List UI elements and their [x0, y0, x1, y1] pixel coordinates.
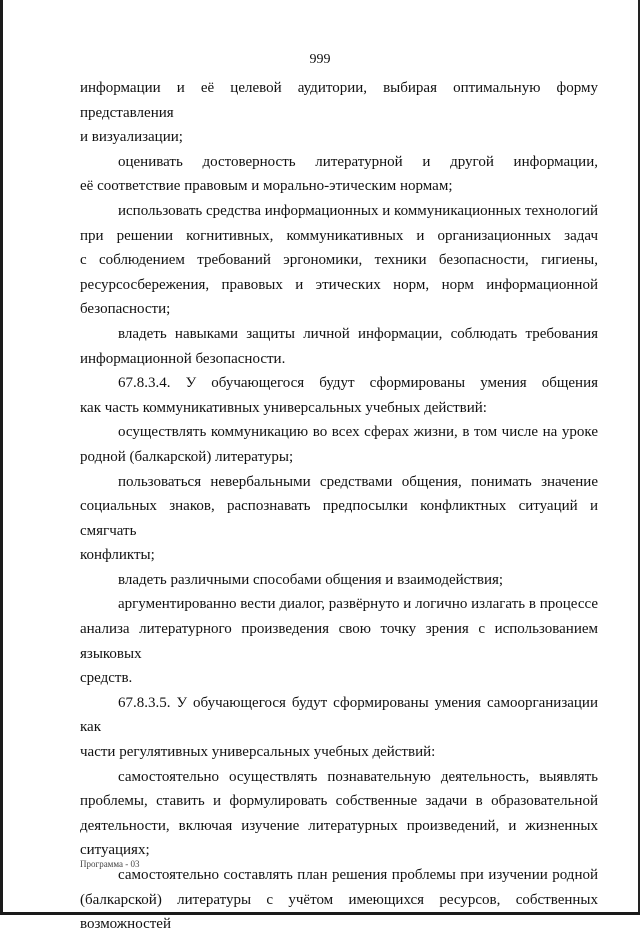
text-line: родной (балкарской) литературы;: [80, 448, 294, 465]
text-line: оценивать достоверность литературной и другой информации,: [118, 153, 598, 170]
scan-edge-left: [0, 0, 3, 915]
text-line: с соблюдением требований эргономики, техники безопасности, гигиены,: [80, 252, 598, 269]
text-line: ресурсосбережения, правовых и этических норм, норм информационной: [80, 276, 598, 293]
text-line: 67.8.3.5. У обучающегося будут сформированы умения самоорганизации как: [80, 694, 598, 736]
text-line: аргументированно вести диалог, развёрнуто и логично излагать в процессе: [118, 596, 598, 613]
text-line: социальных знаков, распознавать предпосылки конфликтных ситуаций и смягчать: [80, 498, 598, 539]
text-line: (балкарской) литературы с учётом имеющихся ресурсов, собственных возможностей: [80, 891, 598, 933]
text-line: как часть коммуникативных универсальных учебных действий:: [80, 399, 487, 416]
text-line: владеть различными способами общения и взаимодействия;: [118, 571, 504, 588]
page-number: 999: [309, 52, 331, 67]
text-line: информации и её целевой аудитории, выбирая оптимальную форму представления: [80, 80, 598, 121]
text-line: пользоваться невербальными средствами общения, понимать значение: [118, 473, 598, 490]
text-line: анализа литературного произведения свою точку зрения с использованием языковых: [80, 621, 598, 662]
text-line: самостоятельно составлять план решения проблемы при изучении родной: [118, 867, 598, 883]
text-line: средств.: [80, 670, 133, 687]
text-line: части регулятивных универсальных учебных действий:: [80, 744, 436, 761]
document-body: [80, 76, 598, 937]
text-line: при решении когнитивных, коммуникативных и организационных задач: [80, 227, 598, 244]
text-line: использовать средства информационных и коммуникационных технологий: [118, 202, 599, 219]
text-line: информационной безопасности.: [80, 350, 286, 367]
text-line: проблемы, ставить и формулировать собственные задачи в образовательной: [80, 793, 598, 810]
text-line: и визуализации;: [80, 129, 183, 146]
text-line: деятельности, включая изучение литературных произведений, и жизненных: [80, 817, 598, 834]
text-line: владеть навыками защиты личной информации, соблюдать требования: [118, 325, 598, 342]
text-line: безопасности;: [80, 301, 171, 318]
text-line: осуществлять коммуникацию во всех сферах жизни, в том числе на уроке: [118, 424, 598, 441]
text-line: конфликты;: [80, 547, 155, 564]
text-line: 67.8.3.4. У обучающегося будут сформированы умения общения: [118, 375, 598, 392]
footer-note: Программа - 03: [80, 859, 140, 869]
text-line: ситуациях;: [80, 842, 150, 859]
text-line: её соответствие правовым и морально-этическим нормам;: [80, 178, 453, 195]
text-line: самостоятельно осуществлять познавательную деятельность, выявлять: [118, 768, 598, 785]
